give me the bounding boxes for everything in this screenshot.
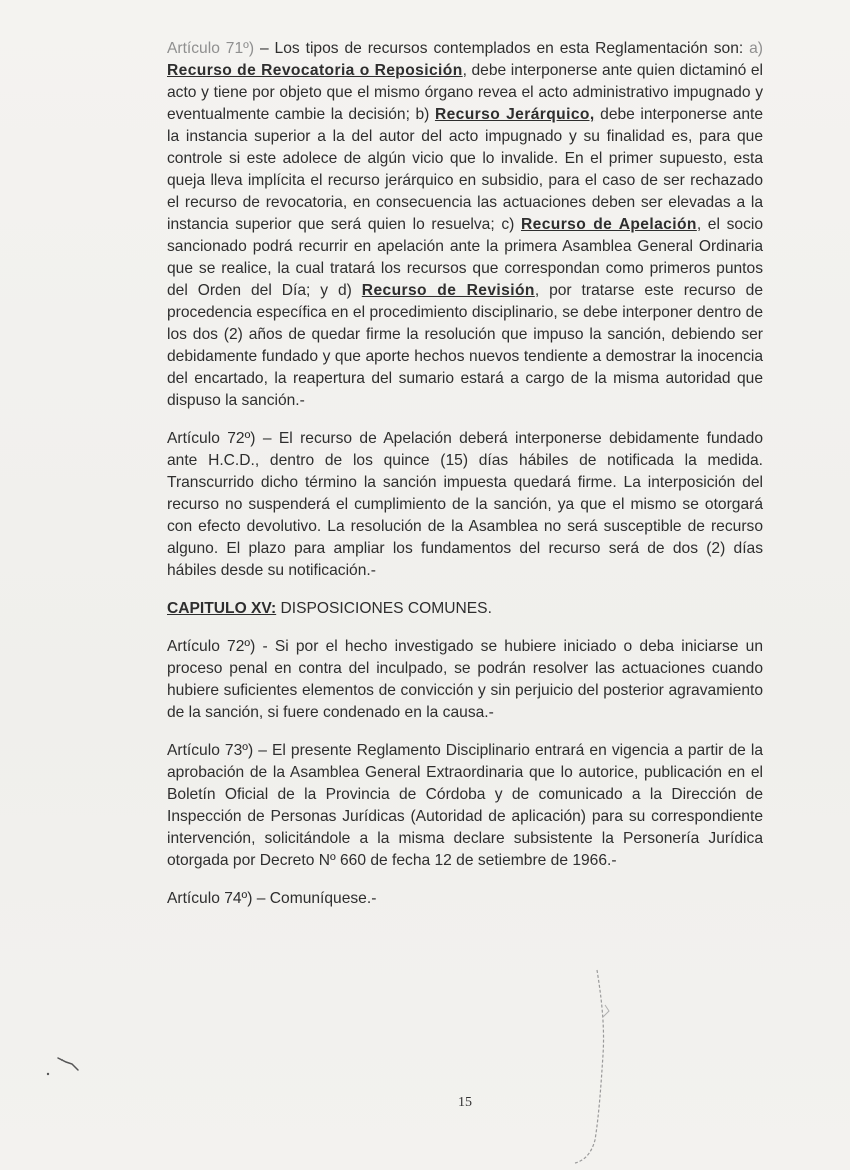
article-73: Artículo 73º) – El presente Reglamento Disciplinario entrará en vigencia a partir de la aprobación de la Asamblea General Extraordinaria que lo autorice, publicación en el Boletín Oficial de la Provincia de Córdoba y de comunicado a la Dirección de Inspección de Personas Jurídicas (Autoridad de aplicación) para su correspondiente intervención, solicitándole a la misma declare subsistente la Personería Jurídica otorgada por Decreto Nº 660 de fecha 12 de setiembre de 1966.- xyxy=(167,742,763,869)
article-71-text-d: , por tratarse este recurso de procedencia específica en el procedimiento disciplinario, se debe interponer dentro de los dos (2) años de quedar firme la resolución que impuso la sanción, debiendo ser debidamente fundado y que aporte hechos nuevos tendiente a demostrar la inocencia del encartado, la reapertura del sumario estará a cargo de la misma autoridad que dispuso la sanción.- xyxy=(167,282,764,409)
article-71-text-c: , el socio sancionado podrá recurrir en apelación ante la primera Asamblea General Ordinaria que se realice, la cual tratará los recursos que correspondan como primeros puntos del Orden del Día; y d) xyxy=(167,216,763,299)
article-71-text-a: , debe interponerse ante quien dictaminó el acto y tiene por objeto que el mismo órgano revea el acto administrativo impugnado y eventualmente cambie la decisión; b) xyxy=(167,62,763,123)
ink-mark-left xyxy=(40,1050,90,1080)
page-number: 15 xyxy=(458,1095,472,1110)
article-71-heading: Artículo 71º) xyxy=(167,40,255,57)
article-72-bis: Artículo 72º) - Si por el hecho investigado se hubiere iniciado o deba iniciarse un proceso penal en contra del inculpado, se podrán resolver las actuaciones cuando hubiere suficientes elementos de convicción y sin perjuicio del posterior agravamiento de la sanción, si fuere condenado en la causa.- xyxy=(167,638,763,721)
article-71 xyxy=(167,38,763,412)
document-body xyxy=(167,38,763,910)
chapter-heading xyxy=(167,598,763,620)
article-71-item-a: a) xyxy=(749,40,763,57)
chapter-subtitle: DISPOSICIONES COMUNES. xyxy=(276,600,492,617)
term-apelacion: Recurso de Apelación xyxy=(520,216,697,233)
article-74: Artículo 74º) – Comuníquese.- xyxy=(167,890,377,907)
signature-stroke-right xyxy=(565,965,625,1170)
article-72: Artículo 72º) – El recurso de Apelación deberá interponerse debidamente fundado ante H.C.D., dentro de los quince (15) días hábiles de notificada la medida. Transcurrido dicho término la sanción impuesta quedará firme. La interposición del recurso no suspenderá el cumplimiento de la sanción, ya que el mismo se otorgará con efecto devolutivo. La resolución de la Asamblea no será susceptible de recurso alguno. El plazo para ampliar los fundamentos del recurso será de dos (2) días hábiles desde su notificación.- xyxy=(167,430,763,579)
term-jerarquico: Recurso Jerárquico, xyxy=(434,106,595,123)
term-revocatoria: Recurso de Revocatoria o Reposición xyxy=(167,62,463,79)
chapter-title: CAPITULO XV: xyxy=(167,600,277,617)
term-revision: Recurso de Revisión xyxy=(361,282,535,299)
article-71-intro: – Los tipos de recursos contemplados en esta Reglamentación son: xyxy=(254,40,750,57)
article-71-text-b: debe interponerse ante la instancia superior a la del autor del acto impugnado y su finalidad es, para que controle si este adolece de algún vicio que lo invalide. En el primer supuesto, esta queja lleva implícita el recurso jerárquico en subsidio, para el caso de ser rechazado el recurso de revocatoria, en consecuencia las actuaciones deben ser elevadas a la instancia superior que será quien lo resuelva; c) xyxy=(167,106,763,233)
